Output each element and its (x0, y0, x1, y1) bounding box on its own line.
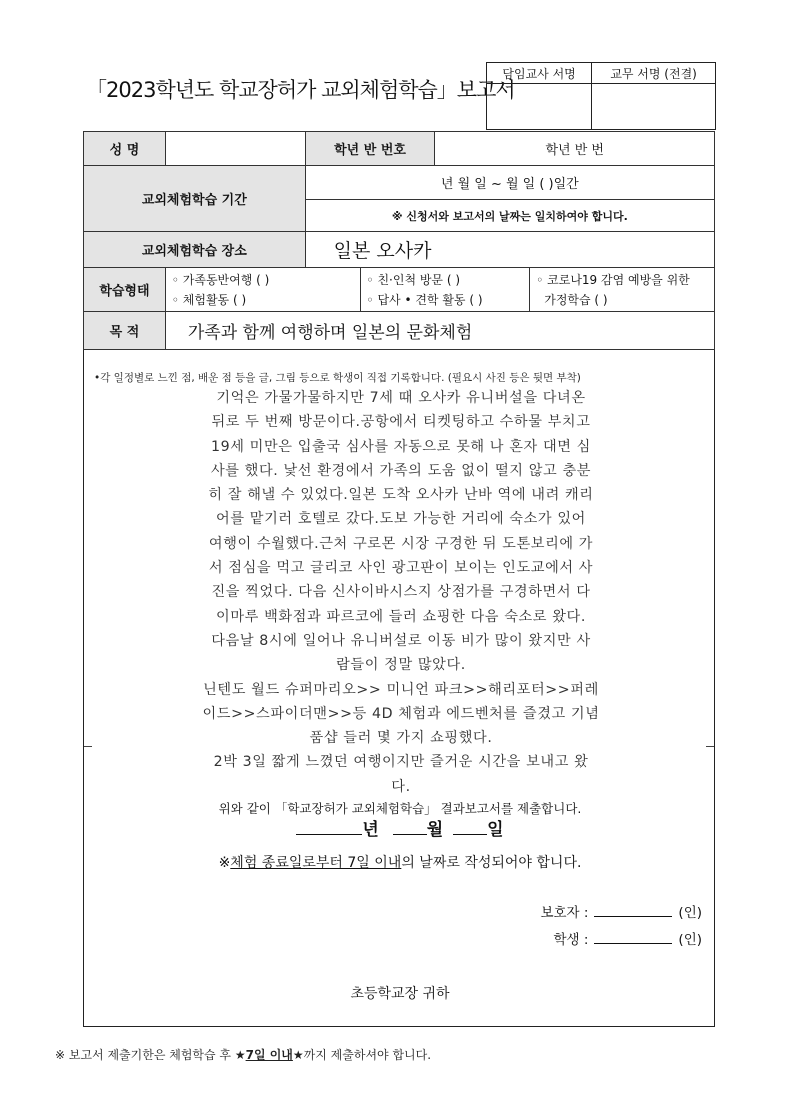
footer-prefix: ※ 보고서 제출기한은 체험학습 후 ★ (55, 1048, 246, 1062)
type-option-home-learning[interactable]: 가정학습 ( ) (544, 292, 608, 307)
report-line: 어를 맡기러 호텔로 갔다.도보 가능한 거리에 숙소가 있어 (216, 511, 586, 528)
divider-right (706, 746, 714, 747)
name-label: 성 명 (84, 132, 166, 166)
month-blank[interactable] (393, 818, 427, 835)
name-field[interactable] (165, 132, 305, 166)
footer-suffix: ★까지 제출하셔야 합니다. (292, 1048, 432, 1062)
day-label: 일 (487, 820, 504, 840)
teacher-sign-field[interactable] (487, 84, 592, 130)
report-line: 다음날 8시에 일어나 유니버설로 이동 비가 많이 왔지만 사 (211, 632, 591, 649)
month-label: 월 (426, 820, 444, 840)
type-option-experience[interactable]: ◦ 체험활동 ( ) (171, 292, 247, 307)
report-line: 진을 찍었다. 다음 신사이바시스지 상점가를 구경하면서 다 (211, 584, 591, 601)
report-line: 품샵 들러 몇 가지 쇼핑했다. (309, 730, 493, 747)
report-line: 2박 3일 짧게 느꼈던 여행이지만 즐거운 시간을 보내고 왔 (213, 754, 589, 771)
report-line: 다. (391, 778, 411, 795)
report-line: 뒤로 두 번째 방문이다.공항에서 티켓팅하고 수하물 부치고 (211, 414, 591, 431)
deadline-note (0, 852, 800, 872)
footer-note (55, 1046, 431, 1063)
purpose-field[interactable]: 가족과 함께 여행하며 일본의 문화체험 (165, 312, 714, 350)
type-option-family-trip[interactable]: ◦ 가족동반여행 ( ) (171, 272, 270, 287)
date-line[interactable] (0, 815, 800, 840)
guardian-label: 보호자 : (540, 905, 589, 921)
guardian-seal: (인) (678, 905, 702, 921)
guardian-signature[interactable] (540, 901, 702, 921)
divider-left (84, 746, 92, 747)
day-blank[interactable] (453, 818, 487, 835)
deadline-suffix: 의 날짜로 작성되어야 합니다. (401, 855, 582, 871)
report-line: 히 잘 해낼 수 있었다.일본 도착 오사카 난바 역에 내려 캐리 (208, 487, 594, 504)
type-label: 학습형태 (84, 268, 166, 312)
signature-box (486, 62, 716, 130)
report-line: 서 점심을 먹고 글리코 사인 광고판이 보이는 인도교에서 사 (208, 560, 594, 577)
student-label: 학생 : (553, 932, 589, 948)
submit-statement: 위와 같이 「학교장허가 교외체험학습」 결과보고서를 제출합니다. (218, 801, 582, 816)
student-sign-line[interactable] (594, 931, 672, 944)
report-instruction: •각 일정별로 느낀 점, 배운 점 등을 글, 그림 등으로 학생이 직접 기록합니다. (필요시 사진 등은 뒷면 부착) (94, 372, 581, 384)
report-body[interactable] (110, 386, 692, 799)
footer-emphasis: 7일 이내 (245, 1048, 293, 1062)
guardian-sign-line[interactable] (594, 904, 672, 917)
report-line: 람들이 정말 많았다. (336, 657, 466, 674)
report-line: 이드>>스파이더맨>>등 4D 체험과 에드벤처를 즐겼고 기념 (202, 705, 600, 722)
report-line: 기억은 가물가물하지만 7세 때 오사카 유니버설을 다녀온 (216, 390, 586, 406)
type-option-relative-visit[interactable]: ◦ 친·인척 방문 ( ) (366, 272, 461, 287)
purpose-label: 목 적 (84, 312, 166, 350)
deadline-emphasis: 체험 종료일로부터 7일 이내 (230, 855, 402, 871)
period-note: ※ 신청서와 보고서의 날짜는 일치하여야 합니다. (305, 200, 714, 232)
year-label: 년 (362, 820, 379, 840)
type-option-covid-prevention[interactable]: ◦ 코로나19 감염 예방을 위한 (536, 272, 690, 287)
period-field[interactable]: 년 월 일 ~ 월 일 ( )일간 (305, 166, 714, 200)
grade-label: 학년 반 번호 (305, 132, 435, 166)
report-line: 여행이 수월했다.근처 구로몬 시장 구경한 뒤 도톤보리에 가 (208, 535, 594, 552)
grade-field[interactable]: 학년 반 번 (435, 132, 715, 166)
place-field[interactable]: 일본 오사카 (305, 232, 714, 268)
teacher-sign-label: 담임교사 서명 (487, 63, 592, 84)
place-label: 교외체험학습 장소 (84, 232, 306, 268)
report-line: 이마루 백화점과 파르코에 들러 쇼핑한 다음 숙소로 왔다. (216, 608, 586, 625)
addressee: 초등학교장 귀하 (350, 986, 450, 1002)
admin-sign-label: 교무 서명 (전결) (592, 63, 716, 84)
admin-sign-field[interactable] (592, 84, 716, 130)
document-title: 「2023학년도 학교장허가 교외체험학습」보고서 (86, 78, 515, 102)
report-line: 사를 했다. 낯선 환경에서 가족의 도움 없이 떨지 않고 충분 (210, 462, 592, 479)
type-option-field-trip[interactable]: ◦ 답사 • 견학 활동 ( ) (366, 292, 483, 307)
info-table (83, 131, 715, 350)
report-line: 19세 미만은 입출국 심사를 자동으로 못해 나 혼자 대면 심 (211, 438, 591, 455)
period-label: 교외체험학습 기간 (84, 166, 306, 232)
year-blank[interactable] (296, 818, 362, 835)
student-signature[interactable] (554, 928, 703, 948)
report-line: 닌텐도 월드 슈퍼마리오>> 미니언 파크>>해리포터>>퍼레 (203, 681, 599, 698)
student-seal: (인) (678, 932, 702, 948)
deadline-prefix: ※ (218, 855, 231, 871)
